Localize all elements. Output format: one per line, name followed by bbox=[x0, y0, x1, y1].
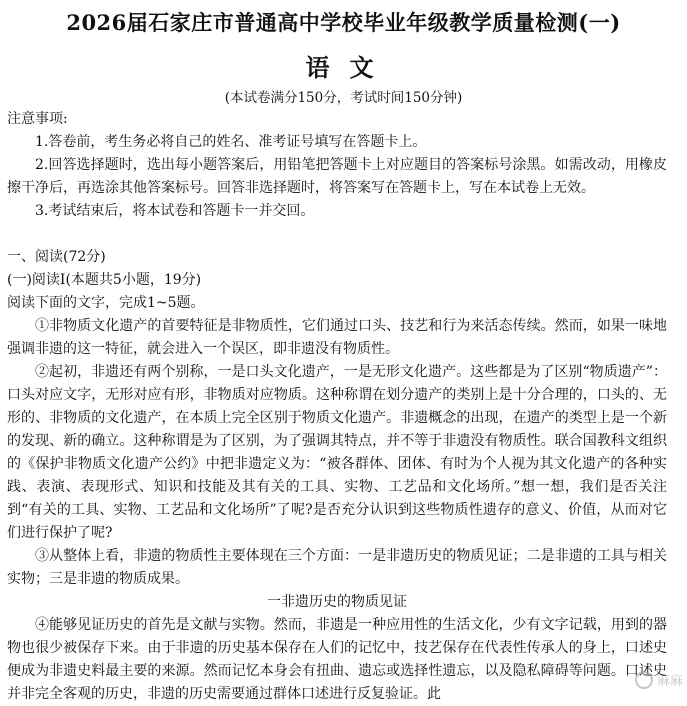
reading-instruction: 阅读下面的文字，完成1~5题。 bbox=[7, 295, 205, 311]
blank-line bbox=[7, 223, 667, 246]
notes-item: 3.考试结束后，将本试卷和答题卡一并交回。 bbox=[35, 203, 315, 219]
sub-heading: (一)阅读Ⅰ(本题共5小题，19分) bbox=[7, 272, 202, 288]
passage-paragraph: ④能够见证历史的首先是文献与实物。然而，非遗是一种应用性的生活文化，少有文字记载，用到的器物也很少被保存下来。由于非遗的历史基本保存在人们的记忆中，技艺保存在代表性传承人的身上，口述史便成为非遗史料最主要的来源。然而记忆本身会有扭曲、遗忘或选择性遗忘，以及隐私障碍等问题。口述史并非完全客观的历史，非遗的历史需要通过群体口述进行反复验证。此 bbox=[7, 617, 667, 702]
part-heading: 一、阅读(72分) bbox=[7, 249, 106, 265]
passage-paragraph: ①非物质文化遗产的首要特征是非物质性，它们通过口头、技艺和行为来活态传续。然而，如果一味地强调非遗的这一特征，就会进入一个误区，即非遗没有物质性。 bbox=[7, 318, 667, 357]
notes-title: 注意事项: bbox=[7, 111, 68, 127]
passage-paragraph: ②起初，非遗还有两个别称，一是口头文化遗产，一是无形文化遗产。这些都是为了区别“物质遗产”：口头对应文字，无形对应有形，非物质对应物质。这种称谓在划分遗产的类别上是十分合理的，口头的、无形的、非物质的文化遗产，在本质上完全区别于物质文化遗产。非遗概念的出现，在遗产的类型上是一个新的发现、新的确立。这种称谓是为了区别，为了强调其特点，并不等于非遗没有物质性。联合国教科文组织的《保护非物质文化遗产公约》中把非遗定义为：“被各群体、团体、有时为个人视为其文化遗产的各种实践、表演、表现形式、知识和技能及其有关的工具、实物、工艺品和文化场所。”想一想，我们是否关注到“有关的工具、实物、工艺品和文化场所”了呢?是否充分认识到这些物质性遗存的意义、价值，从而对它们进行保护了呢? bbox=[7, 364, 667, 541]
watermark bbox=[635, 670, 683, 689]
exam-body bbox=[7, 108, 667, 706]
notes-item: 1.答卷前，考生务必将自己的姓名、准考证号填写在答题卡上。 bbox=[35, 134, 427, 150]
passage-section-title: 一非遗历史的物质见证 bbox=[267, 594, 407, 610]
exam-title: 2026届石家庄市普通高中学校毕业年级教学质量检测(一) bbox=[66, 10, 621, 35]
exam-info: (本试卷满分150分，考试时间150分钟) bbox=[224, 90, 463, 106]
watermark-text: 麻麻 bbox=[656, 674, 683, 689]
subject-title: 语文 bbox=[305, 53, 394, 82]
passage-paragraph: ③从整体上看，非遗的物质性主要体现在三个方面：一是非遗历史的物质见证；二是非遗的工具与相关实物；三是非遗的物质成果。 bbox=[7, 548, 667, 587]
notes-item: 2.回答选择题时，选出每小题答案后，用铅笔把答题卡上对应题目的答案标号涂黑。如需改动，用橡皮擦干净后，再选涂其他答案标号。回答非选择题时，将答案写在答题卡上，写在本试卷上无效。 bbox=[7, 157, 667, 196]
watermark-logo-icon bbox=[635, 671, 653, 689]
